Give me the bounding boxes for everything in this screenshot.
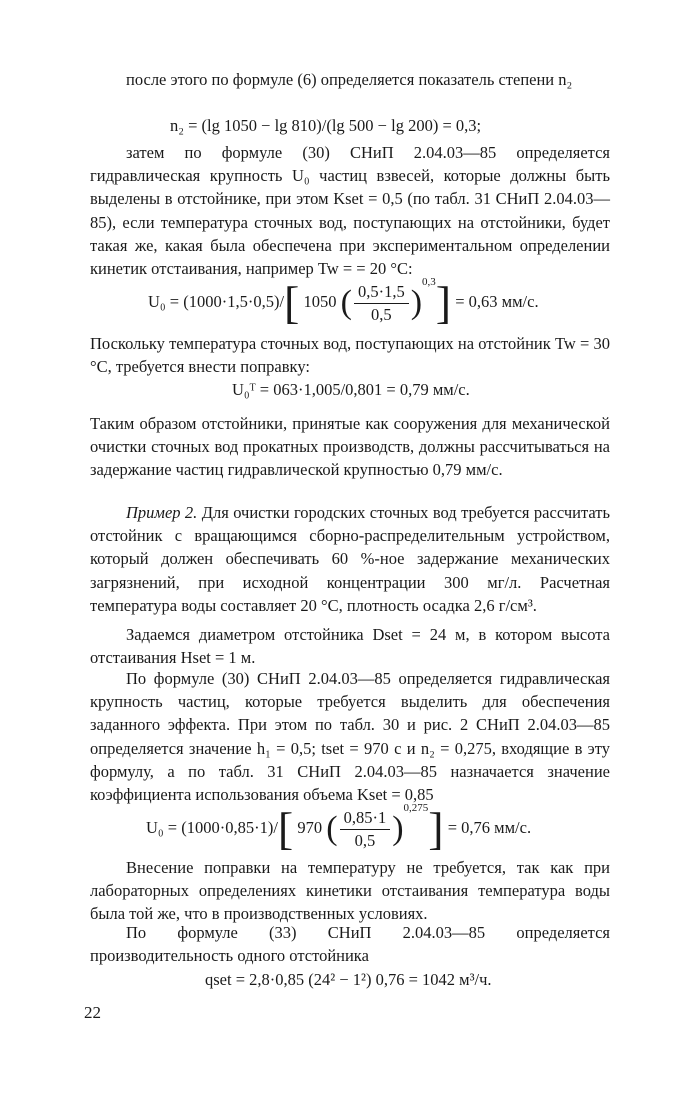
example-text: Для очистки городских сточных вод требуется рассчитать отстойник с вращающимся сборно-распределительным устройством, который должен обеспечивать 60 %-ное задержание механических загрязнений, при исходной концентрации 300 мг/л. Расчетная температура воды составляет 20 °С, плотность осадка 2,6 г/см³. <box>90 503 610 615</box>
eq2-open-paren: ( <box>326 810 338 848</box>
eq2-close-paren: ) <box>392 810 404 848</box>
paragraph-intro: после этого по формуле (6) определяется показатель степени n₂ <box>126 70 573 89</box>
equation-u0-first <box>148 276 539 329</box>
eq2-exponent: 0,275 <box>403 802 429 814</box>
eq2-close-bracket: ] <box>428 803 444 855</box>
paragraph-thus: Таким образом отстойники, принятые как сооружения для механической очистки сточных вод прокатных производств, должны рассчитываться на задержание частиц гидравлической крупностью 0,79 мм/с. <box>90 414 610 480</box>
eq2-fraction <box>340 807 391 852</box>
eq2-numerator: 0,85·1 <box>340 807 391 830</box>
equation-u0-second <box>146 802 532 855</box>
paragraph-formula-33: По формуле (33) СНиП 2.04.03—85 определяется производительность одного отстойника <box>90 923 610 966</box>
paragraph-formula-30: По формуле (30) СНиП 2.04.03—85 определяется гидравлическая крупность частиц, которые требуется выделить для обеспечения заданного эффекта. При этом по табл. 30 и рис. 2 СНиП 2.04.03—85 определяется значение h₁ = 0,5; tset = 970 с и n₂ = 0,275, входящие в эту формулу, а по табл. 31 СНиП 2.04.03—85 назначается значение коэффициента использования объема Kset = 0,85 <box>90 669 610 805</box>
example-label: Пример 2. <box>126 503 198 522</box>
eq1-open-bracket: [ <box>284 277 300 329</box>
equation-u0t: U₀ᵀ = 063·1,005/0,801 = 0,79 мм/с. <box>232 380 470 399</box>
eq1-denominator: 0,5 <box>371 304 392 324</box>
eq1-rhs: = 0,63 мм/с. <box>455 292 539 311</box>
eq1-exponent: 0,3 <box>422 276 436 288</box>
eq1-numerator: 0,5·1,5 <box>354 281 409 304</box>
eq2-base: 970 <box>297 818 323 837</box>
paragraph-no-adjustment: Внесение поправки на температуру не требуется, так как при лабораторных определениях кинетики отстаивания температура воды была той же, что в производственных условиях. <box>90 858 610 924</box>
equation-n2: n₂ = (lg 1050 − lg 810)/(lg 500 − lg 200) = 0,3; <box>170 116 482 135</box>
equation-qset: qset = 2,8·0,85 (24² − 1²) 0,76 = 1042 м³/ч. <box>205 970 492 989</box>
paragraph-diameter: Задаемся диаметром отстойника Dset = 24 м, в котором высота отстаивания Hset = 1 м. <box>90 625 610 668</box>
paragraph-then: затем по формуле (30) СНиП 2.04.03—85 определяется гидравлическая крупность U₀ частиц взвесей, которые должны быть выделены в отстойнике, при этом Kset = 0,5 (по табл. 31 СНиП 2.04.03—85), если температура сточных вод, поступающих на отстойники, будет такая же, какая была обеспечена при экспериментальном определении кинетик отстаивания, например Tw = = 20 °С: <box>90 143 610 279</box>
eq1-base: 1050 <box>303 292 337 311</box>
page-number: 22 <box>84 1003 101 1022</box>
eq1-close-bracket: ] <box>435 277 452 329</box>
paragraph-example-2 <box>90 501 610 617</box>
eq1-fraction <box>354 281 409 326</box>
eq2-open-bracket: [ <box>277 803 294 855</box>
eq1-lhs: U₀ = (1000·1,5·0,5)/ <box>148 292 285 311</box>
eq2-rhs: = 0,76 мм/с. <box>447 818 532 837</box>
eq2-lhs: U₀ = (1000·0,85·1)/ <box>146 818 278 837</box>
eq1-open-paren: ( <box>340 284 352 322</box>
eq2-denominator: 0,5 <box>354 830 376 850</box>
eq1-close-paren: ) <box>410 284 423 322</box>
paragraph-since: Поскольку температура сточных вод, поступающих на отстойник Tw = 30 °С, требуется внести поправку: <box>90 334 610 377</box>
